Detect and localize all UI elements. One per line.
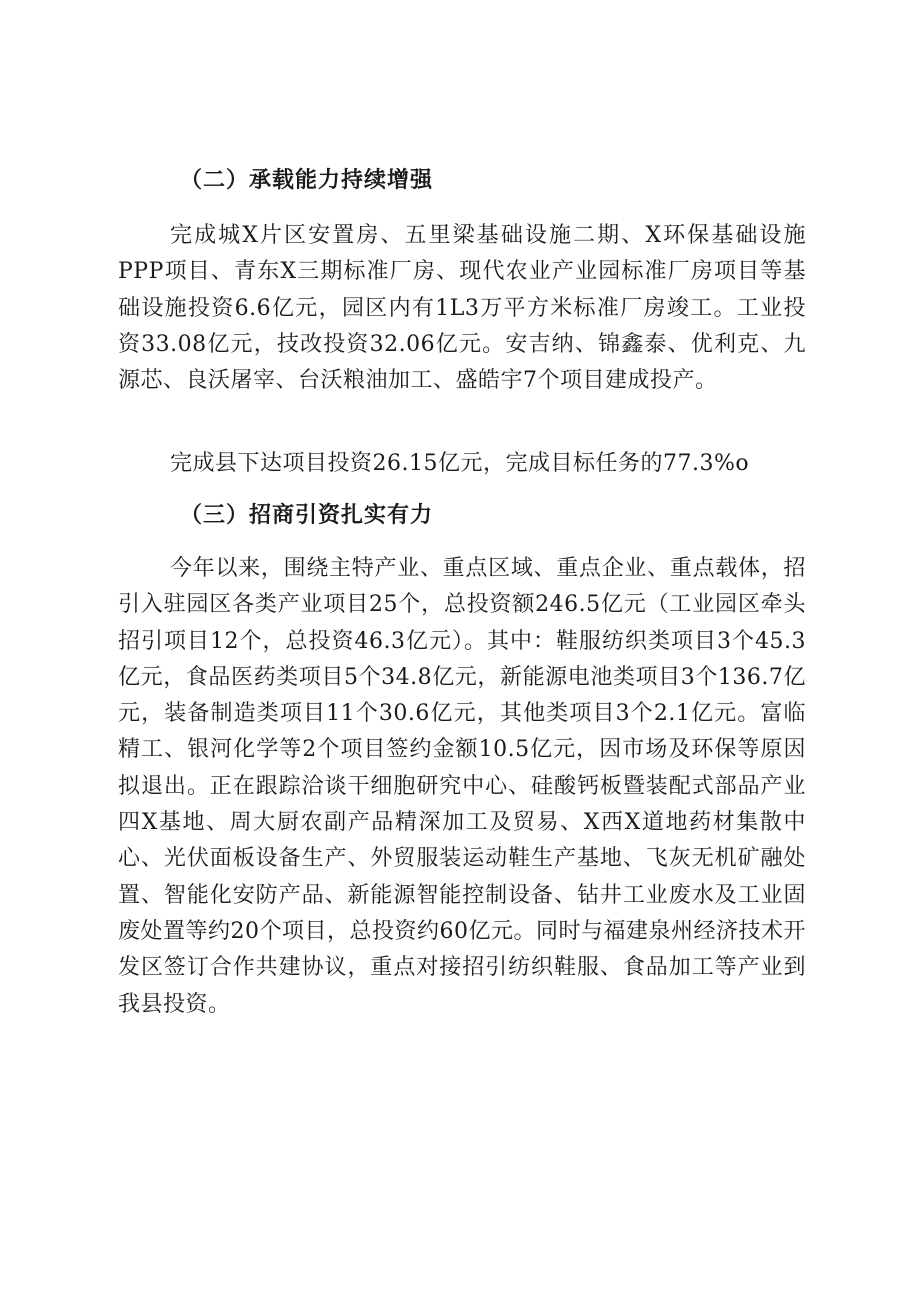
paragraph-infrastructure-investment: 完成城X片区安置房、五里梁基础设施二期、X环保基础设施PPP项目、青东X三期标准厂房、现代农业产业园标准厂房项目等基础设施投资6.6亿元，园区内有1L3万平方米标准厂房竣工。工业投资33.08亿元，技改投资32.06亿元。安吉纳、锦鑫泰、优利克、九源芯、良沃屠宰、台沃粮油加工、盛皓宇7个项目建成投产。 xyxy=(118,223,806,394)
section-heading-capacity: （二）承载能力持续增强 xyxy=(180,167,434,193)
paragraph-investment-attraction: 今年以来，围绕主特产业、重点区域、重点企业、重点载体，招引入驻园区各类产业项目25个，总投资额246.5亿元（工业园区牵头招引项目12个，总投资46.3亿元）。其中：鞋服纺织类项目3个45.3亿元，食品医药类项目5个34.8亿元，新能源电池类项目3个136.7亿元，装备制造类项目11个30.6亿元，其他类项目3个2.1亿元。富临精工、银河化学等2个项目签约金额10.5亿元，因市场及环保等原因拟退出。正在跟踪洽谈干细胞研究中心、硅酸钙板暨装配式部品产业四X基地、周大厨农副产品精深加工及贸易、X西X道地药材集散中心、光伏面板设备生产、外贸服装运动鞋生产基地、飞灰无机矿融处置、智能化安防产品、新能源智能控制设备、钻井工业废水及工业固废处置等约20个项目，总投资约60亿元。同时与福建泉州经济技术开发区签订合作共建协议，重点对接招引纺织鞋服、食品加工等产业到我县投资。 xyxy=(118,556,806,1017)
section-heading-investment-attraction: （三）招商引资扎实有力 xyxy=(180,502,434,528)
paragraph-project-completion: 完成县下达项目投资26.15亿元，完成目标任务的77.3%o xyxy=(170,451,750,476)
